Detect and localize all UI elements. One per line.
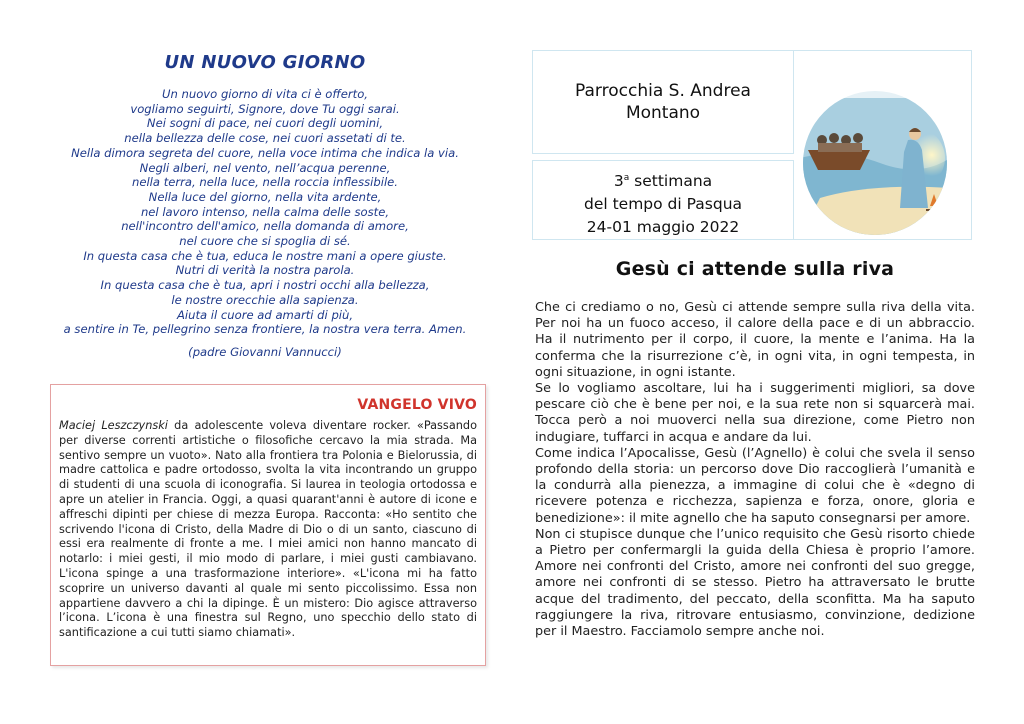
poem-line: vogliamo seguirti, Signore, dove Tu oggi sarai. xyxy=(130,101,400,116)
poem-author: (padre Giovanni Vannucci) xyxy=(188,344,342,359)
parish-name-line1: Parrocchia S. Andrea xyxy=(575,81,751,101)
poem-line: Nella luce del giorno, nella vita ardente, xyxy=(148,189,382,204)
poem-line: In questa casa che è tua, apri i nostri occhi alla bellezza, xyxy=(100,278,430,293)
vangelo-vivo-title: VANGELO VIVO xyxy=(357,397,477,413)
week-label: settimana xyxy=(629,172,713,191)
parish-name-line2: Montano xyxy=(625,103,701,123)
week-line2: del tempo di Pasqua xyxy=(583,195,743,214)
article-paragraph: Non ci stupisce dunque che l’unico requisito che Gesù risorto chiede a Pietro per confermargli la guida della Chiesa è proprio l’amore. Amore nei confronti del Cristo, amore nei confronti del suo gregge, amore nei confronti di se stesso. Pietro ha attraversato le brutte acque del tradimento, del peccato, della sconfitta. Ma ha saputo raggiungere la riva, ritrovare entusiasmo, convinzione, dedizione per il Maestro. Facciamolo sempre anche noi. xyxy=(535,526,975,640)
week-number-sup: a xyxy=(623,173,630,183)
poem-title: UN NUOVO GIORNO xyxy=(164,52,366,73)
vangelo-vivo-name: Maciej Leszczynski xyxy=(59,419,168,432)
poem-line: Nutri di verità la nostra parola. xyxy=(175,263,355,278)
bulletin-header xyxy=(532,50,972,240)
poem-line: Nella dimora segreta del cuore, nella voce intima che indica la via. xyxy=(71,145,459,160)
poem-line: Negli alberi, nel vento, nell’acqua perenne, xyxy=(139,160,391,175)
article-paragraph: Che ci crediamo o no, Gesù ci attende sempre sulla riva della vita. Per noi ha un fuoco acceso, il calore della pace e di un abbraccio. Ha il nutrimento per il corpo, il cuore, la mente e l’anima. Ha la conferma che la risurrezione c’è, in ogni vita, in ogni tempesta, in ogni situazione, in ogni istante. xyxy=(535,300,975,380)
poem-lines xyxy=(40,87,490,337)
vangelo-vivo-text xyxy=(59,419,477,641)
poem-line: Aiuta il cuore ad amarti di più, xyxy=(176,307,354,322)
poem-line: nella bellezza delle cose, nei cuori assetati di te. xyxy=(124,131,406,146)
jesus-on-shore-illustration xyxy=(800,88,950,238)
poem-line: nell'incontro dell'amico, nella domanda di amore, xyxy=(121,219,409,234)
poem-line: In questa casa che è tua, educa le nostre mani a opere giuste. xyxy=(83,248,447,263)
parish-name xyxy=(532,80,794,124)
poem-line: le nostre orecchie alla sapienza. xyxy=(171,292,359,307)
vangelo-vivo-box xyxy=(50,384,486,666)
poem-line: a sentire in Te, pellegrino senza frontiere, la nostra vera terra. Amen. xyxy=(63,322,467,337)
article-title: Gesù ci attende sulla riva xyxy=(615,258,895,280)
poem-line: Un nuovo giorno di vita ci è offerto, xyxy=(162,87,368,101)
week-line3: 24-01 maggio 2022 xyxy=(586,218,740,237)
week-line1 xyxy=(532,167,794,193)
week-number: 3 xyxy=(613,172,624,191)
poem-line: nel lavoro intenso, nella calma delle soste, xyxy=(140,204,390,219)
poem-line: Nei sogni di pace, nei cuori degli uomini, xyxy=(146,116,384,131)
poem-line: nella terra, nella luce, nella roccia inflessibile. xyxy=(131,175,398,190)
article-paragraph: Come indica l’Apocalisse, Gesù (l’Agnello) è colui che svela il senso profondo della storia: un percorso dove Dio raccoglierà l’umanità e la condurrà alla pienezza, a immagine di colui che è «degno di ricevere potenza e ricchezza, sapienza e forza, onore, gloria e benedizione»: il mite agnello che ha saputo consegnarsi per amore. xyxy=(535,445,975,526)
poem-section xyxy=(40,52,490,359)
article-section xyxy=(535,258,975,640)
week-info xyxy=(532,167,794,239)
poem-line: nel cuore che si spoglia di sé. xyxy=(179,234,351,249)
vangelo-vivo-body: da adolescente voleva diventare rocker. «Passando per diverse correnti artistiche o filosofiche cercavo la mia strada. Ma sentivo sempre un vuoto». Nato alla frontiera tra Polonia e Bielorussia, di madre cattolica e padre ortodosso, svolta la vita incontrando un gruppo di studenti di una scuola di iconografia. Si laurea in teologia ortodossa e apre un atelier in Francia. Oggi, a quasi quarant'anni è autore di icone e affreschi dipinti per chiese di mezza Europa. Racconta: «Ho sentito che scrivendo l'icona di Cristo, della Madre di Dio o di un santo, ciascuno di essi era realmente di fronte a me. I miei amici non hanno mancato di notarlo: i miei gesti, il mio modo di parlare, i miei gusti cambiavano. L'icona spinge a una trasformazione interiore». «L'icona mi ha fatto scoprire un universo davanti al quale mi sento piccolissimo. Essa non appartiene davvero a chi la dipinge. È un mistero: Dio agisce attraverso l’icona. L’icona è una finestra sul Regno, uno specchio dello stato di santificazione a cui tutti siamo chiamati». xyxy=(59,419,477,640)
article-paragraph: Se lo vogliamo ascoltare, lui ha i suggerimenti migliori, sa dove pescare ciò che è bene per noi, e la sua rete non si squarcerà mai. Tocca però a noi muoverci nella sua direzione, come Pietro non indugiare, tuffarci in acqua e andare da lui. xyxy=(535,381,975,445)
